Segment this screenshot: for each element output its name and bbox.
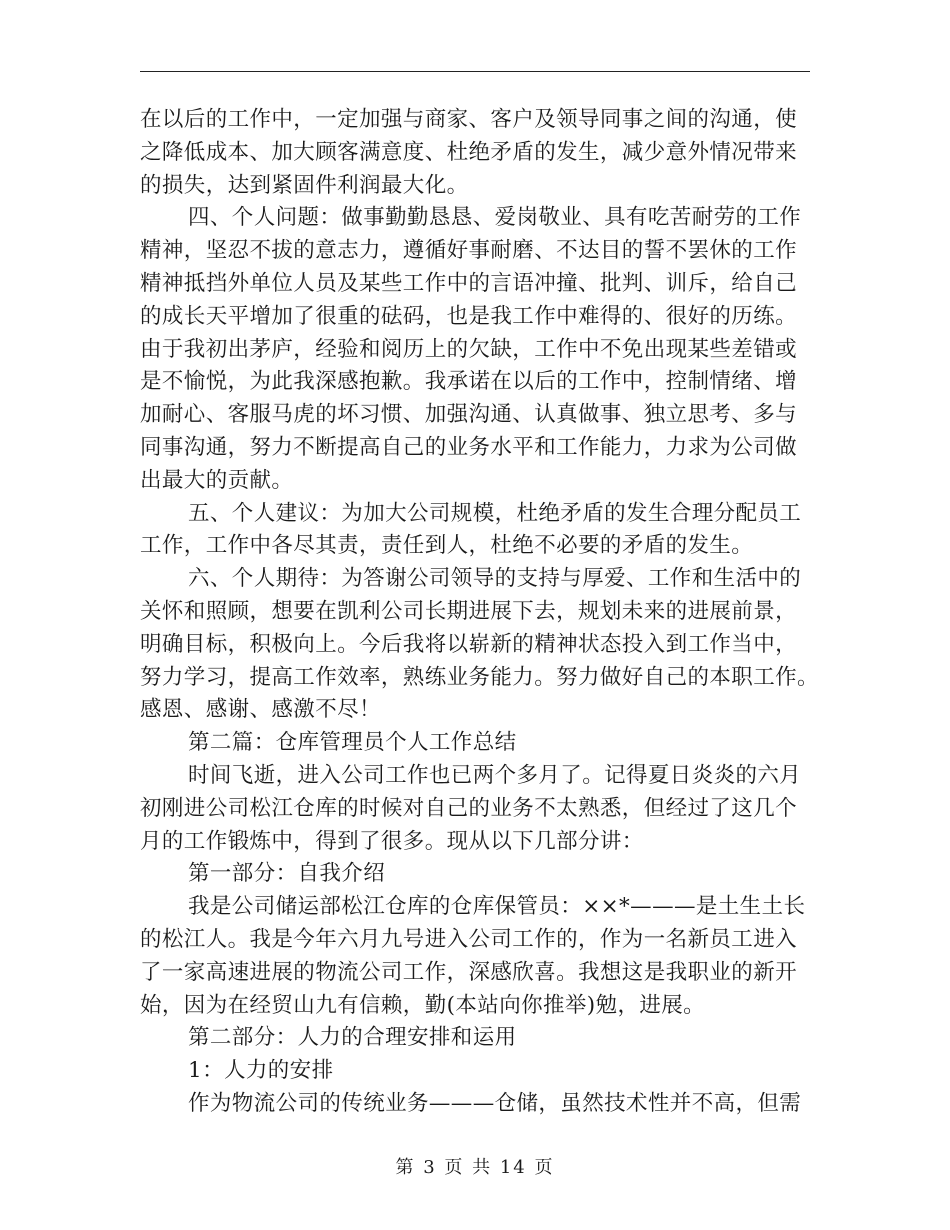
text-line: 明确目标，积极向上。今后我将以崭新的精神状态投入到工作当中，: [140, 631, 798, 657]
text-line: 关怀和照顾，想要在凯利公司长期进展下去，规划未来的进展前景，: [140, 598, 798, 624]
text-line: 出最大的贡献。: [140, 467, 294, 493]
text-line: 精神抵挡外单位人员及某些工作中的言语冲撞、批判、训斥，给自己: [140, 270, 798, 296]
text-line: 了一家高速进展的物流公司工作，深感欣喜。我想这是我职业的新开: [140, 959, 798, 985]
section-heading: 四、个人问题：做事勤勤恳恳、爱岗敬业、具有吃苦耐劳的工作: [188, 205, 802, 231]
text-line: 感恩、感谢、感激不尽！: [140, 697, 381, 723]
text-line: 月的工作锻炼中，得到了很多。现从以下几部分讲：: [140, 828, 644, 854]
text-line: 努力学习，提高工作效率，熟练业务能力。努力做好自己的本职工作。: [140, 664, 819, 690]
page-body: [140, 104, 820, 1121]
paragraph-start: 作为物流公司的传统业务———仓储，虽然技术性并不高，但需: [188, 1090, 802, 1116]
text-line: 同事沟通，努力不断提高自己的业务水平和工作能力，力求为公司做: [140, 434, 798, 460]
text-line: 始，因为在经贸山九有信赖，勤(本站向你推举)勉，进展。: [140, 992, 706, 1018]
text-line: 是不愉悦，为此我深感抱歉。我承诺在以后的工作中，控制情绪、增: [140, 369, 798, 395]
header-rule: [140, 71, 810, 72]
paragraph-start: 时间飞逝，进入公司工作也已两个多月了。记得夏日炎炎的六月: [188, 762, 802, 788]
text-line: 由于我初出茅庐，经验和阅历上的欠缺，工作中不免出现某些差错或: [140, 336, 798, 362]
section-heading: 第一部分：自我介绍: [188, 861, 386, 887]
section-heading: 六、个人期待：为答谢公司领导的支持与厚爱、工作和生活中的: [188, 566, 802, 592]
text-line: 精神，坚忍不拔的意志力，遵循好事耐磨、不达目的誓不罢休的工作: [140, 238, 798, 264]
text-line: 的成长天平增加了很重的砝码，也是我工作中难得的、很好的历练。: [140, 303, 798, 329]
text-line: 的损失，达到紧固件利润最大化。: [140, 172, 469, 198]
article-title: 第二篇：仓库管理员个人工作总结: [188, 730, 517, 756]
text-line: 的松江人。我是今年六月九号进入公司工作的，作为一名新员工进入: [140, 926, 798, 952]
text-line: 工作，工作中各尽其责，责任到人，杜绝不必要的矛盾的发生。: [140, 533, 754, 559]
section-heading: 第二部分：人力的合理安排和运用: [188, 1025, 517, 1051]
text-line: 初刚进公司松江仓库的时候对自己的业务不太熟悉，但经过了这几个: [140, 795, 798, 821]
subsection-heading: 1：人力的安排: [188, 1058, 334, 1084]
page-number-footer: 第 3 页 共 14 页: [395, 1157, 555, 1178]
text-line: 加耐心、客服马虎的坏习惯、加强沟通、认真做事、独立思考、多与: [140, 402, 798, 428]
text-line: 之降低成本、加大顾客满意度、杜绝矛盾的发生，减少意外情况带来: [140, 139, 798, 165]
text-line: 在以后的工作中，一定加强与商家、客户及领导同事之间的沟通，使: [140, 107, 798, 132]
paragraph-start: 我是公司储运部松江仓库的仓库保管员：××*———是土生土长: [188, 894, 806, 920]
section-heading: 五、个人建议：为加大公司规模，杜绝矛盾的发生合理分配员工: [188, 500, 802, 526]
